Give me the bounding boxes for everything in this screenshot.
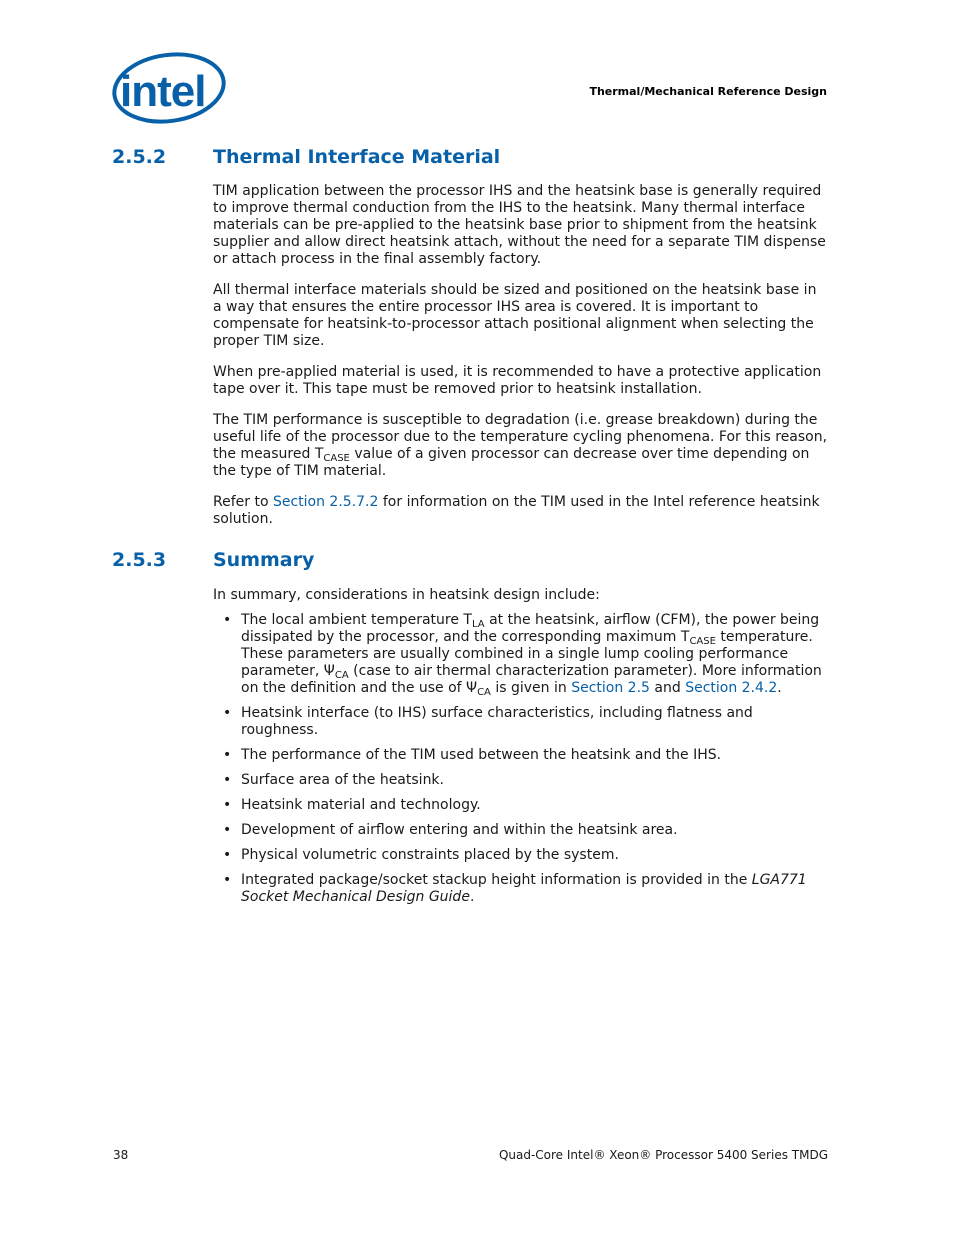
subscript: CA xyxy=(334,670,349,681)
list-item xyxy=(213,872,829,906)
item-text: temperature. These parameters are usually combined in a single lump cooling performance parameter, Ψ xyxy=(241,629,813,679)
subscript: CASE xyxy=(689,636,716,647)
item-text: The local ambient temperature T xyxy=(241,612,472,628)
section-2-5-2-body xyxy=(213,183,829,542)
section-link-2-5[interactable]: Section 2.5 xyxy=(571,680,650,696)
list-item: • Heatsink interface (to IHS) surface characteristics, including flatness and roughness. xyxy=(213,705,829,739)
section-link-2-5-7-2[interactable]: Section 2.5.7.2 xyxy=(272,494,379,510)
section-title: Summary xyxy=(213,549,315,571)
bullet-list xyxy=(213,612,829,906)
section-2-5-3-body xyxy=(213,587,829,914)
item-text: Integrated package/socket stackup height information is provided in the xyxy=(241,872,752,888)
paragraph xyxy=(213,494,829,528)
section-number: 2.5.3 xyxy=(112,549,167,571)
list-item: • Surface area of the heatsink. xyxy=(213,772,829,789)
list-item xyxy=(213,612,829,697)
paragraph: TIM application between the processor IHS and the heatsink base is generally required to improve thermal conduction from the IHS to the heatsink. Many thermal interface materials can be pre-applied to the heatsink base prior to shipment from the heatsink supplier and allow direct heatsink attach, without the need for a separate TIM dispense or attach process in the final assembly factory. xyxy=(213,183,826,267)
list-item: • The performance of the TIM used between the heatsink and the IHS. xyxy=(213,747,829,764)
running-header: Thermal/Mechanical Reference Design xyxy=(589,85,827,98)
paragraph: In summary, considerations in heatsink design include: xyxy=(213,587,600,603)
item-text: at the heatsink, airflow (CFM), the power being dissipated by the processor, and the corresponding maximum T xyxy=(241,612,820,645)
paragraph: All thermal interface materials should be sized and positioned on the heatsink base in a way that ensures the entire processor IHS area is covered. It is important to compensate for heatsink-to-processor attach positional alignment when selecting the proper TIM size. xyxy=(213,282,817,349)
subscript: CA xyxy=(477,687,491,698)
section-heading-2-5-2 xyxy=(112,146,500,168)
section-number: 2.5.2 xyxy=(112,146,167,168)
section-heading-2-5-3 xyxy=(112,549,314,571)
item-text: and xyxy=(649,680,686,696)
list-item: • Development of airflow entering and within the heatsink area. xyxy=(213,822,829,839)
paragraph-text: for information on the TIM used in the Intel reference heatsink solution. xyxy=(213,494,820,527)
item-text: (case to air thermal characterization parameter). More information on the definition and the use of Ψ xyxy=(241,663,822,696)
item-text: is given in xyxy=(490,680,572,696)
paragraph-text: The TIM performance is susceptible to degradation (i.e. grease breakdown) during the useful life of the processor due to the temperature cycling phenomena. For this reason, the measured T xyxy=(213,412,828,462)
item-text: . xyxy=(469,889,475,905)
list-item: • Physical volumetric constraints placed by the system. xyxy=(213,847,829,864)
intel-logo xyxy=(110,48,228,128)
document-title-italic: LGA771 Socket Mechanical Design Guide xyxy=(241,872,807,905)
page-number: 38 xyxy=(113,1148,129,1162)
paragraph xyxy=(213,412,829,480)
section-title: Thermal Interface Material xyxy=(213,146,501,168)
footer-doc-title: Quad-Core Intel® Xeon® Processor 5400 Series TMDG xyxy=(498,1148,828,1162)
subscript: LA xyxy=(471,619,485,630)
intel-logo-icon xyxy=(110,48,228,128)
item-text: . xyxy=(777,680,782,696)
intel-logo-wordmark: intel xyxy=(120,67,206,116)
section-link-2-4-2[interactable]: Section 2.4.2 xyxy=(685,680,778,696)
paragraph-text: Refer to xyxy=(213,494,273,510)
list-item: • Heatsink material and technology. xyxy=(213,797,829,814)
paragraph-text: value of a given processor can decrease over time depending on the type of TIM material. xyxy=(213,446,810,479)
paragraph: When pre-applied material is used, it is recommended to have a protective application tape over it. This tape must be removed prior to heatsink installation. xyxy=(213,364,822,397)
subscript: CASE xyxy=(323,453,350,464)
